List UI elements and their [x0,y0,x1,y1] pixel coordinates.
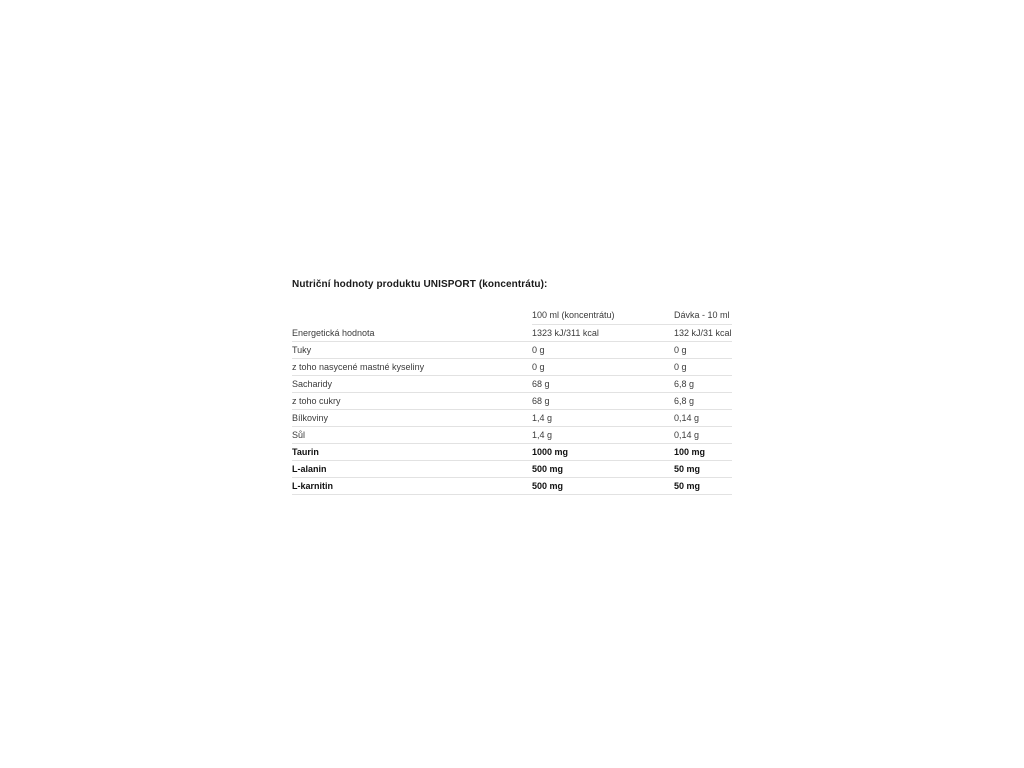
row-value-per-100ml: 500 mg [532,478,674,495]
table-row [292,410,732,427]
nutrition-block [292,278,732,495]
row-value-per-dose: 0 g [674,342,732,359]
column-header-nutrient [292,306,532,325]
row-value-per-dose: 50 mg [674,478,732,495]
table-row [292,376,732,393]
page-title: Nutriční hodnoty produktu UNISPORT (koncentrátu): [292,279,548,290]
column-header-per-dose: Dávka - 10 ml [674,306,732,325]
row-value-per-dose: 50 mg [674,461,732,478]
row-label: L-alanin [292,461,532,478]
row-value-per-100ml: 1323 kJ/311 kcal [532,325,674,342]
table-row [292,342,732,359]
row-value-per-dose: 6,8 g [674,376,732,393]
table-row [292,478,732,495]
row-value-per-100ml: 1000 mg [532,444,674,461]
table-header-row [292,306,732,325]
column-header-per-100ml: 100 ml (koncentrátu) [532,306,674,325]
row-value-per-100ml: 1,4 g [532,427,674,444]
table-row [292,461,732,478]
row-label: Bílkoviny [292,410,532,427]
row-label: z toho cukry [292,393,532,410]
row-label: Taurin [292,444,532,461]
row-value-per-dose: 0,14 g [674,427,732,444]
table-row [292,444,732,461]
table-body [292,325,732,495]
row-value-per-100ml: 68 g [532,393,674,410]
row-value-per-dose: 0,14 g [674,410,732,427]
row-label: Sůl [292,427,532,444]
row-label: Energetická hodnota [292,325,532,342]
row-value-per-100ml: 1,4 g [532,410,674,427]
table-row [292,427,732,444]
table-row [292,325,732,342]
row-value-per-100ml: 500 mg [532,461,674,478]
nutrition-table [292,306,732,495]
row-label: Sacharidy [292,376,532,393]
row-value-per-dose: 132 kJ/31 kcal [674,325,732,342]
row-value-per-dose: 0 g [674,359,732,376]
row-label: z toho nasycené mastné kyseliny [292,359,532,376]
row-label: L-karnitin [292,478,532,495]
row-value-per-100ml: 0 g [532,342,674,359]
row-value-per-100ml: 0 g [532,359,674,376]
table-row [292,359,732,376]
table-row [292,393,732,410]
table-header [292,306,732,325]
row-label: Tuky [292,342,532,359]
row-value-per-dose: 6,8 g [674,393,732,410]
row-value-per-dose: 100 mg [674,444,732,461]
row-value-per-100ml: 68 g [532,376,674,393]
